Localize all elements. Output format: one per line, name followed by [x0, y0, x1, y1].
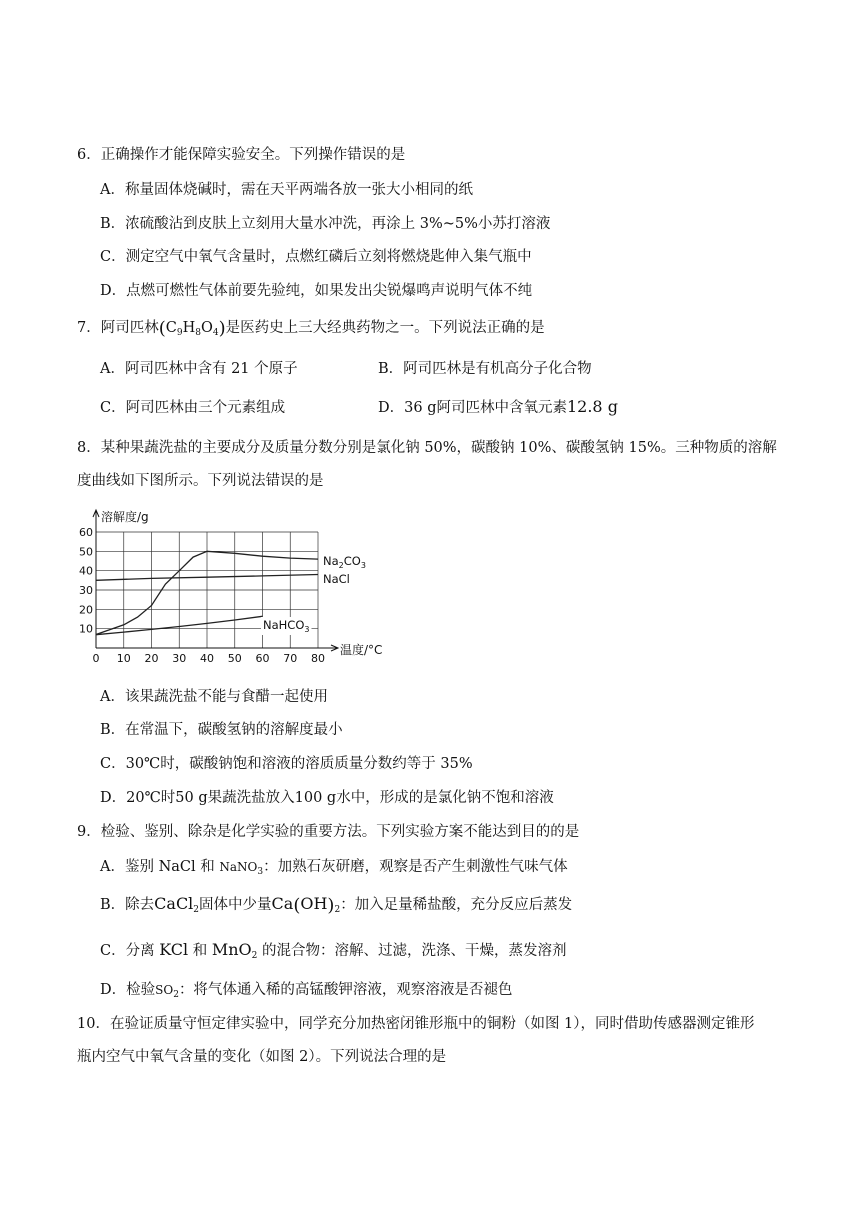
y-tick-label: 10 — [79, 622, 93, 636]
q8-stem-line2: 度曲线如下图所示。下列说法错误的是 — [77, 473, 324, 489]
y-tick-label: 30 — [79, 584, 93, 597]
q9-stem: 9．检验、鉴别、除杂是化学实验的重要方法。下列实验方案不能达到目的的是 — [77, 824, 580, 840]
q8-stem-line1: 8．某种果蔬洗盐的主要成分及质量分数分别是氯化钠 50%，碳酸钠 10%、碳酸氢钠 15%。三种物质的溶解 — [77, 440, 777, 456]
solubility-chart — [66, 505, 406, 665]
q7-option-d: D．36 g阿司匹林中含氧元素12.8 g — [378, 397, 618, 416]
q6-option-d: D．点燃可燃性气体前要先验纯，如果发出尖锐爆鸣声说明气体不纯 — [100, 283, 533, 299]
q7-stem-pre: 7．阿司匹林 — [77, 320, 159, 336]
q8-option-a: A．该果蔬洗盐不能与食醋一起使用 — [100, 689, 328, 705]
q7-stem: 7．阿司匹林$(C_9H_8O_4)$是医药史上三大经典药物之一。下列说法正确的是 — [77, 318, 545, 339]
chart-series — [96, 551, 366, 635]
q10-stem-line1: 10．在验证质量守恒定律实验中，同学充分加热密闭锥形瓶中的铜粉（如图 1），同时借助传感器测定锥形 — [77, 1016, 755, 1032]
series-label-Na2CO3: $Na_2CO_3$ — [323, 554, 366, 570]
x-tick-label: 70 — [283, 652, 298, 665]
y-tick-label: 50 — [79, 545, 93, 559]
x-tick-label: 50 — [227, 652, 242, 665]
x-tick-label: 80 — [311, 652, 325, 665]
q9-option-c: C．分离 KCl 和 MnO$_2$ 的混合物：溶解、过滤，洗涤、干燥，蒸发溶剂 — [100, 940, 567, 961]
chart-y-label: 溶解度/g — [101, 510, 149, 524]
q6-option-b: B．浓硫酸沾到皮肤上立刻用大量水冲洗，再涂上 3%~5%小苏打溶液 — [100, 216, 551, 232]
q6-option-c: C．测定空气中氧气含量时，点燃红磷后立刻将燃烧匙伸入集气瓶中 — [100, 249, 532, 265]
y-tick-label: 40 — [79, 564, 93, 578]
x-tick-label: 20 — [144, 652, 159, 665]
x-tick-label: 60 — [255, 652, 270, 665]
y-tick-label: 20 — [79, 603, 93, 617]
q9-option-a: A．鉴别 NaCl 和 NaNO$_3$：加熟石灰研磨，观察是否产生刺激性气味气体 — [100, 859, 568, 877]
q6-stem: 6．正确操作才能保障实验安全。下列操作错误的是 — [77, 147, 406, 163]
y-tick-label: 60 — [79, 526, 93, 539]
q9-option-b: B．除去CaCl$_2$固体中少量$Ca(OH)_2$：加入足量稀盐酸，充分反应后蒸发 — [100, 894, 573, 916]
series-label-NaHCO3: NaHCO$_3$ — [263, 618, 310, 634]
x-tick-label: 0 — [92, 652, 100, 665]
q10-stem-line2: 瓶内空气中氧气含量的变化（如图 2）。下列说法合理的是 — [77, 1049, 447, 1065]
q7-option-c: C．阿司匹林由三个元素组成 — [100, 400, 286, 416]
x-tick-label: 30 — [172, 652, 187, 665]
q8-option-c: C．30℃时，碳酸钠饱和溶液的溶质质量分数约等于 35% — [100, 756, 473, 772]
q7-option-a: A．阿司匹林中含有 21 个原子 — [100, 361, 298, 377]
x-tick-label: 10 — [116, 652, 131, 665]
q9-option-d: D．检验$SO_2$：将气体通入稀的高锰酸钾溶液，观察溶液是否褪色 — [100, 982, 513, 1000]
q7-option-b: B．阿司匹林是有机高分子化合物 — [378, 361, 592, 377]
chart-x-label: 温度/°C — [340, 643, 383, 657]
series-label-NaCl: NaCl — [323, 572, 350, 586]
q8-option-b: B．在常温下，碳酸氢钠的溶解度最小 — [100, 722, 343, 738]
q7-formula: $C_9H_8O_4$ — [165, 320, 219, 338]
q6-option-a: A．称量固体烧碱时，需在天平两端各放一张大小相同的纸 — [100, 182, 473, 198]
x-tick-label: 40 — [200, 652, 214, 665]
q8-option-d: D．20℃时50 g果蔬洗盐放入100 g水中，形成的是氯化钠不饱和溶液 — [100, 790, 554, 806]
q7-stem-post: 是医药史上三大经典药物之一。下列说法正确的是 — [225, 320, 545, 336]
chart-ticks — [79, 526, 325, 665]
